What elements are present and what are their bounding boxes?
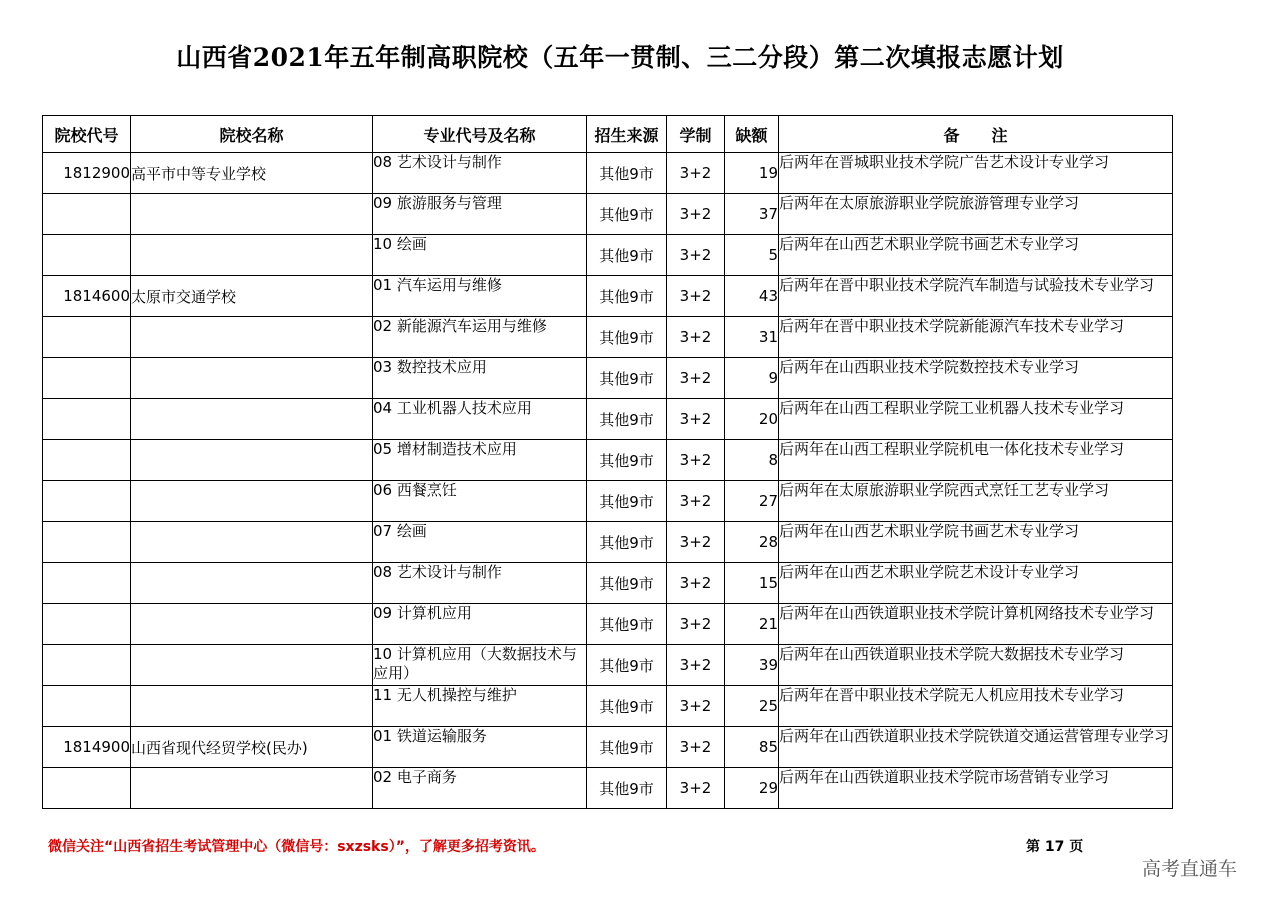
cell-system: 3+2 bbox=[667, 727, 725, 768]
header-school-name: 院校名称 bbox=[131, 116, 373, 153]
cell-source: 其他9市 bbox=[587, 440, 667, 481]
table-row bbox=[43, 235, 1173, 276]
cell-major: 01 汽车运用与维修 bbox=[373, 276, 587, 317]
cell-vacancy: 5 bbox=[725, 235, 779, 276]
cell-source: 其他9市 bbox=[587, 563, 667, 604]
cell-school-name: 太原市交通学校 bbox=[131, 276, 373, 317]
cell-system: 3+2 bbox=[667, 358, 725, 399]
cell-source: 其他9市 bbox=[587, 727, 667, 768]
cell-system: 3+2 bbox=[667, 686, 725, 727]
watermark: 高考直通车 bbox=[1142, 858, 1238, 880]
cell-vacancy: 85 bbox=[725, 727, 779, 768]
cell-vacancy: 8 bbox=[725, 440, 779, 481]
cell-system: 3+2 bbox=[667, 235, 725, 276]
cell-note: 后两年在山西铁道职业技术学院计算机网络技术专业学习 bbox=[779, 604, 1173, 645]
cell-source: 其他9市 bbox=[587, 522, 667, 563]
cell-vacancy: 28 bbox=[725, 522, 779, 563]
table-row bbox=[43, 194, 1173, 235]
cell-school-name bbox=[131, 768, 373, 809]
cell-school-name bbox=[131, 358, 373, 399]
cell-source: 其他9市 bbox=[587, 686, 667, 727]
cell-system: 3+2 bbox=[667, 399, 725, 440]
cell-school-code bbox=[43, 440, 131, 481]
table-row bbox=[43, 481, 1173, 522]
table-row bbox=[43, 358, 1173, 399]
cell-major: 08 艺术设计与制作 bbox=[373, 153, 587, 194]
cell-school-name bbox=[131, 317, 373, 358]
cell-note: 后两年在晋城职业技术学院广告艺术设计专业学习 bbox=[779, 153, 1173, 194]
header-major: 专业代号及名称 bbox=[373, 116, 587, 153]
cell-note: 后两年在晋中职业技术学院汽车制造与试验技术专业学习 bbox=[779, 276, 1173, 317]
cell-school-code bbox=[43, 399, 131, 440]
cell-system: 3+2 bbox=[667, 645, 725, 686]
cell-note: 后两年在山西铁道职业技术学院大数据技术专业学习 bbox=[779, 645, 1173, 686]
cell-vacancy: 31 bbox=[725, 317, 779, 358]
cell-school-name bbox=[131, 481, 373, 522]
cell-school-name bbox=[131, 235, 373, 276]
table-row bbox=[43, 153, 1173, 194]
cell-school-name bbox=[131, 604, 373, 645]
table-row bbox=[43, 604, 1173, 645]
cell-school-name: 山西省现代经贸学校(民办) bbox=[131, 727, 373, 768]
cell-note: 后两年在太原旅游职业学院西式烹饪工艺专业学习 bbox=[779, 481, 1173, 522]
cell-vacancy: 20 bbox=[725, 399, 779, 440]
cell-vacancy: 19 bbox=[725, 153, 779, 194]
cell-note: 后两年在山西工程职业学院工业机器人技术专业学习 bbox=[779, 399, 1173, 440]
cell-note: 后两年在山西工程职业学院机电一体化技术专业学习 bbox=[779, 440, 1173, 481]
cell-major: 02 电子商务 bbox=[373, 768, 587, 809]
cell-vacancy: 15 bbox=[725, 563, 779, 604]
cell-school-code bbox=[43, 645, 131, 686]
enrollment-plan-table bbox=[42, 115, 1173, 809]
cell-major: 03 数控技术应用 bbox=[373, 358, 587, 399]
cell-system: 3+2 bbox=[667, 440, 725, 481]
table-row bbox=[43, 727, 1173, 768]
cell-note: 后两年在山西职业技术学院数控技术专业学习 bbox=[779, 358, 1173, 399]
cell-system: 3+2 bbox=[667, 563, 725, 604]
cell-major: 09 旅游服务与管理 bbox=[373, 194, 587, 235]
cell-school-name bbox=[131, 194, 373, 235]
cell-major: 10 计算机应用（大数据技术与应用） bbox=[373, 645, 587, 686]
cell-source: 其他9市 bbox=[587, 153, 667, 194]
cell-note: 后两年在晋中职业技术学院无人机应用技术专业学习 bbox=[779, 686, 1173, 727]
cell-major: 02 新能源汽车运用与维修 bbox=[373, 317, 587, 358]
cell-school-code bbox=[43, 317, 131, 358]
cell-school-code bbox=[43, 481, 131, 522]
cell-vacancy: 9 bbox=[725, 358, 779, 399]
cell-school-code: 1812900 bbox=[43, 153, 131, 194]
cell-vacancy: 25 bbox=[725, 686, 779, 727]
page-title: 山西省2021年五年制高职院校（五年一贯制、三二分段）第二次填报志愿计划 bbox=[176, 43, 1064, 72]
cell-system: 3+2 bbox=[667, 276, 725, 317]
cell-major: 04 工业机器人技术应用 bbox=[373, 399, 587, 440]
cell-school-name bbox=[131, 440, 373, 481]
table-row bbox=[43, 440, 1173, 481]
cell-vacancy: 21 bbox=[725, 604, 779, 645]
cell-note: 后两年在山西铁道职业技术学院铁道交通运营管理专业学习 bbox=[779, 727, 1173, 768]
cell-system: 3+2 bbox=[667, 604, 725, 645]
cell-source: 其他9市 bbox=[587, 604, 667, 645]
cell-school-name bbox=[131, 522, 373, 563]
table-row bbox=[43, 563, 1173, 604]
cell-school-code bbox=[43, 686, 131, 727]
cell-major: 11 无人机操控与维护 bbox=[373, 686, 587, 727]
header-source: 招生来源 bbox=[587, 116, 667, 153]
cell-system: 3+2 bbox=[667, 768, 725, 809]
cell-school-code bbox=[43, 235, 131, 276]
cell-major: 05 增材制造技术应用 bbox=[373, 440, 587, 481]
cell-source: 其他9市 bbox=[587, 358, 667, 399]
header-school-code: 院校代号 bbox=[43, 116, 131, 153]
table-body bbox=[43, 153, 1173, 809]
cell-note: 后两年在太原旅游职业学院旅游管理专业学习 bbox=[779, 194, 1173, 235]
cell-note: 后两年在晋中职业技术学院新能源汽车技术专业学习 bbox=[779, 317, 1173, 358]
cell-source: 其他9市 bbox=[587, 399, 667, 440]
cell-school-code bbox=[43, 522, 131, 563]
page-number: 第 17 页 bbox=[1026, 839, 1084, 855]
header-note: 备 注 bbox=[779, 116, 1173, 153]
cell-system: 3+2 bbox=[667, 153, 725, 194]
cell-vacancy: 39 bbox=[725, 645, 779, 686]
cell-school-name bbox=[131, 399, 373, 440]
cell-school-name bbox=[131, 563, 373, 604]
cell-source: 其他9市 bbox=[587, 317, 667, 358]
cell-source: 其他9市 bbox=[587, 235, 667, 276]
cell-school-code bbox=[43, 563, 131, 604]
cell-school-name bbox=[131, 686, 373, 727]
cell-source: 其他9市 bbox=[587, 194, 667, 235]
cell-major: 07 绘画 bbox=[373, 522, 587, 563]
table-row bbox=[43, 522, 1173, 563]
cell-note: 后两年在山西艺术职业学院艺术设计专业学习 bbox=[779, 563, 1173, 604]
cell-vacancy: 43 bbox=[725, 276, 779, 317]
cell-school-code bbox=[43, 358, 131, 399]
cell-vacancy: 37 bbox=[725, 194, 779, 235]
header-system: 学制 bbox=[667, 116, 725, 153]
cell-school-name: 高平市中等专业学校 bbox=[131, 153, 373, 194]
table-row bbox=[43, 645, 1173, 686]
cell-system: 3+2 bbox=[667, 522, 725, 563]
table-row bbox=[43, 399, 1173, 440]
cell-source: 其他9市 bbox=[587, 768, 667, 809]
table-header-row bbox=[43, 116, 1173, 153]
cell-vacancy: 29 bbox=[725, 768, 779, 809]
table-row bbox=[43, 686, 1173, 727]
cell-major: 06 西餐烹饪 bbox=[373, 481, 587, 522]
cell-note: 后两年在山西艺术职业学院书画艺术专业学习 bbox=[779, 235, 1173, 276]
wechat-note: 微信关注“山西省招生考试管理中心（微信号：sxzsks）”，了解更多招考资讯。 bbox=[48, 839, 545, 855]
table-row bbox=[43, 317, 1173, 358]
cell-source: 其他9市 bbox=[587, 276, 667, 317]
cell-system: 3+2 bbox=[667, 194, 725, 235]
cell-vacancy: 27 bbox=[725, 481, 779, 522]
cell-system: 3+2 bbox=[667, 317, 725, 358]
cell-major: 10 绘画 bbox=[373, 235, 587, 276]
cell-school-name bbox=[131, 645, 373, 686]
cell-note: 后两年在山西铁道职业技术学院市场营销专业学习 bbox=[779, 768, 1173, 809]
cell-school-code: 1814600 bbox=[43, 276, 131, 317]
header-vacancy: 缺额 bbox=[725, 116, 779, 153]
cell-note: 后两年在山西艺术职业学院书画艺术专业学习 bbox=[779, 522, 1173, 563]
table-row bbox=[43, 276, 1173, 317]
cell-major: 01 铁道运输服务 bbox=[373, 727, 587, 768]
cell-school-code bbox=[43, 604, 131, 645]
cell-system: 3+2 bbox=[667, 481, 725, 522]
cell-school-code bbox=[43, 768, 131, 809]
cell-source: 其他9市 bbox=[587, 481, 667, 522]
cell-school-code: 1814900 bbox=[43, 727, 131, 768]
cell-major: 08 艺术设计与制作 bbox=[373, 563, 587, 604]
cell-source: 其他9市 bbox=[587, 645, 667, 686]
cell-major: 09 计算机应用 bbox=[373, 604, 587, 645]
cell-school-code bbox=[43, 194, 131, 235]
table-row bbox=[43, 768, 1173, 809]
